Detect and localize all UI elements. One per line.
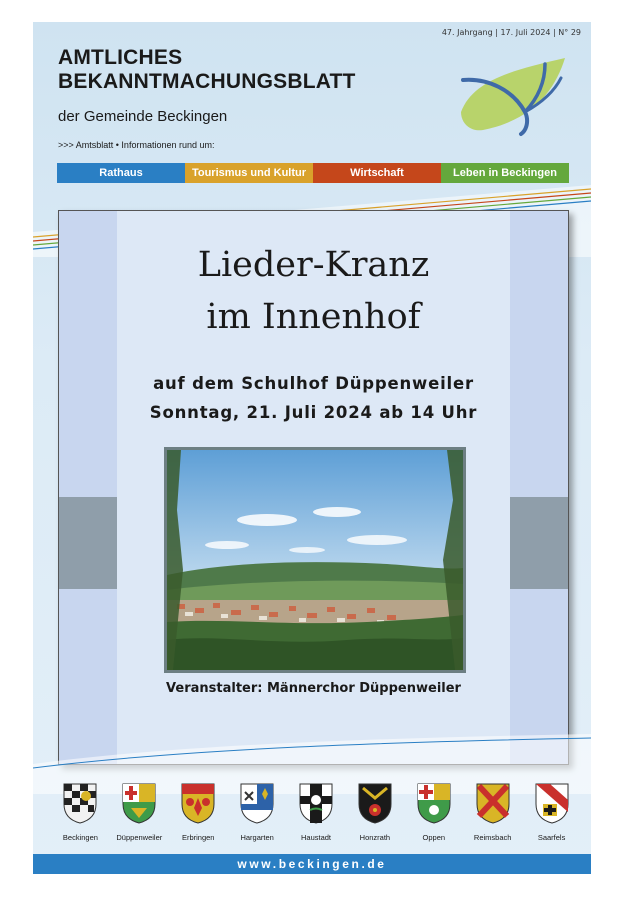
arm-label: Beckingen bbox=[62, 833, 98, 842]
arm-label: Haustadt bbox=[300, 833, 332, 842]
arm-oppen[interactable] bbox=[404, 782, 463, 848]
reimsbach-coat-of-arms-icon bbox=[475, 782, 511, 824]
arm-label: Oppen bbox=[422, 833, 446, 842]
arm-label: Hargarten bbox=[240, 833, 274, 842]
arm-label: Erbringen bbox=[181, 833, 215, 842]
haustadt-coat-of-arms-icon bbox=[298, 782, 334, 824]
beckingen-leaf-logo-icon bbox=[443, 50, 573, 140]
poster-title bbox=[59, 239, 568, 343]
coats-of-arms-row bbox=[51, 782, 581, 848]
poster-location: auf dem Schulhof Düppenweiler bbox=[153, 374, 474, 393]
arm-dueppenweiler[interactable] bbox=[110, 782, 169, 848]
info-line: >>> Amtsblatt • Informationen rund um: bbox=[58, 140, 215, 150]
nav-leben-in-beckingen[interactable]: Leben in Beckingen bbox=[441, 163, 569, 183]
hargarten-coat-of-arms-icon bbox=[239, 782, 275, 824]
arm-label: Honzrath bbox=[359, 833, 391, 842]
arm-saarfels[interactable] bbox=[522, 782, 581, 848]
arm-honzrath[interactable] bbox=[345, 782, 404, 848]
website-url-footer[interactable]: www.beckingen.de bbox=[33, 854, 591, 874]
arm-label: Reimsbach bbox=[473, 833, 512, 842]
event-poster bbox=[58, 210, 569, 765]
nav-tourismus-und-kultur[interactable]: Tourismus und Kultur bbox=[185, 163, 313, 183]
arm-reimsbach[interactable] bbox=[463, 782, 522, 848]
arm-label: Saarfels bbox=[537, 833, 566, 842]
nav-rathaus[interactable]: Rathaus bbox=[57, 163, 185, 183]
beckingen-coat-of-arms-icon bbox=[62, 782, 98, 824]
saarfels-coat-of-arms-icon bbox=[534, 782, 570, 824]
poster-date-time: Sonntag, 21. Juli 2024 ab 14 Uhr bbox=[149, 403, 478, 422]
poster-band-right bbox=[510, 497, 568, 589]
poster-title-line2: im Innenhof bbox=[206, 297, 421, 337]
nav-wirtschaft[interactable]: Wirtschaft bbox=[313, 163, 441, 183]
village-landscape-photo bbox=[164, 447, 466, 673]
poster-title-line1: Lieder-Kranz bbox=[197, 245, 430, 285]
arm-haustadt[interactable] bbox=[287, 782, 346, 848]
oppen-coat-of-arms-icon bbox=[416, 782, 452, 824]
erbringen-coat-of-arms-icon bbox=[180, 782, 216, 824]
honzrath-coat-of-arms-icon bbox=[357, 782, 393, 824]
arm-hargarten[interactable] bbox=[228, 782, 287, 848]
arm-label: Düppenweiler bbox=[116, 833, 163, 842]
issue-info: 47. Jahrgang | 17. Juli 2024 | N° 29 bbox=[441, 28, 581, 37]
masthead-title-line1: AMTLICHES bbox=[58, 46, 183, 69]
masthead-subtitle: der Gemeinde Beckingen bbox=[58, 108, 228, 125]
arm-beckingen[interactable] bbox=[51, 782, 110, 848]
masthead-title-line2: BEKANNTMACHUNGSBLATT bbox=[58, 70, 356, 93]
poster-details bbox=[59, 369, 568, 427]
masthead-title bbox=[58, 46, 356, 94]
dueppenweiler-coat-of-arms-icon bbox=[121, 782, 157, 824]
newsletter-cover bbox=[33, 22, 591, 874]
poster-band-left bbox=[59, 497, 117, 589]
arm-erbringen[interactable] bbox=[169, 782, 228, 848]
poster-organizer: Veranstalter: Männerchor Düppenweiler bbox=[166, 681, 461, 696]
